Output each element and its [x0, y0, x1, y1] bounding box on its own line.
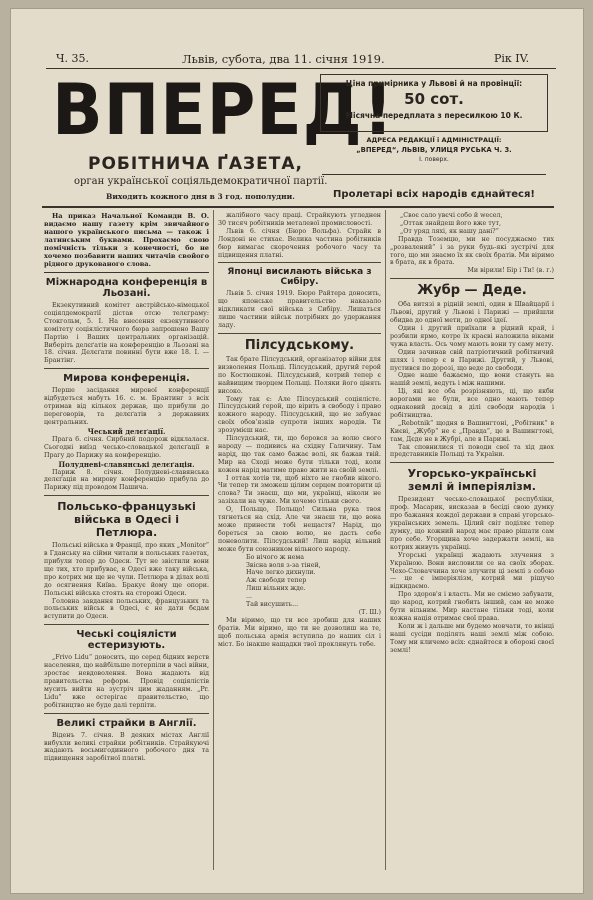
article-zhubr-1: Оба витязі в рідній землі, один в Швайцарії і Львові, другий у Львові і Парижі — прийшли обидва до одної мети, до одної ідеї. — [390, 301, 554, 325]
article-strikes-england: Віденъ 7. січня. В деяких містах Англії вибухли великі страйки робітників. Страйкуючі жадають восьмигодинного робочого дня та підвищення заробітної платні. — [44, 731, 209, 763]
article-strikes-cont: жалібного часу праці. Страйкують угледнен 30 тисяч робітників металевої промисловості. — [218, 212, 381, 227]
article-czech-socialists: „Frivo Lidu“ доносить, що серед бідних верств населення, що найбільше потерпіли в часі війни, зростає невдоволення. Вона жадають від правительства реформ. Провід соціялістів мусить вийти на зустріч цим жаданням. „Pr. Lidu“ вже остерігає правительство, що робітництво не буде далі терпіти. — [44, 654, 209, 709]
headline-pilsudski: Пілсудському. — [244, 337, 355, 353]
article-pilsudski-3: Пілсудський, ти, що боровся за волю свого народу — подивись на східну Галичину. Там нарід, що так само бажає волі, як бажав твій. Мир на Сході може бути тільки тоді, коли кожен нарід матиме право жити на своїй землі. — [218, 435, 381, 474]
article-closing: Ми вірили! Бір і Ти! (в. г.) — [467, 267, 554, 275]
price-intro: Ціна примірника у Львові й на провінції: — [345, 79, 523, 88]
date-line: Львів, субота, два 11. січня 1919. — [182, 52, 385, 66]
headline-lausanne: Міжнародна конференція в Льозані. — [45, 277, 208, 299]
headline-odessa: Польсько-французькі війська в Одесі і Петлюра. — [57, 500, 196, 540]
article-pilsudski-6: Ми віримо, що ти все зробиш для наших братів. Ми віримо, що ти не дозволиш на те, щоб польська армія вступила до наших сіл і міст. Бо інакше нащадки твої проклянуть тебе. — [218, 616, 381, 648]
headline-japan-siberia: Японці висилають війська з Сибіру. — [227, 267, 372, 288]
article-odessa-2: Головна завдання польських, французьких та польських військ в Одесі, є не дати бєдам вступити до Одеси. — [44, 597, 209, 621]
price-value: 50 сот. — [404, 90, 464, 108]
newspaper-page — [10, 8, 584, 894]
article-zhubr-6: „Rebotnik“ щодня в Вашингтоні, „Робітник“ в Києві, „Жубр“ не є „Правда“, це в Вашингтоні, там, Дєде не в Жубрі, але в Парижі. — [390, 419, 554, 443]
article-zhubr-3: Один зачинав свій патріотичний робітничий шлях і тепер є в Парижі. Другий, у Львові, пустився по дорозі, що веде до свободи. — [390, 348, 554, 372]
article-pilsudski-1: Так брате Пілсудський, організатор війни для визволення Польщі. Пілсудський, другий герой по Костюшкові. Пілсудський, котрий тепер є найвищим творцем Польщі. Поляки його цінять високо. — [218, 355, 381, 395]
article-pilsudski-4: І оттак хотів ти, щоб ніхто не гнобив нікого. Чи тепер ти зможеш цілим серцем повторити ці слова? Ти знаєш, що ми, українці, ніколи не зазіхали на чуже. Ми хочемо тільки свого. — [218, 474, 381, 506]
article-zhubr-2: Один і другий приїхали в рідний край, і розбили ярмо, котре їх краєві наложила віками чужа власть. Ось чому мають вони ту саму мету. — [390, 324, 554, 348]
article-strikes-london: Львів 6. січня (Бюро Вольфа). Страйк в Лондоні не стихає. Велика частина робітників бюр вимагає скорочення робочого часу та підвищення платні. — [218, 227, 381, 259]
masthead-title: ВПЕРЕД! — [52, 69, 395, 151]
article-peace-conference: Перше засідання мирової конференції відбудеться мабуть 16. с. м. Брантинг з всіх отримав від кількох держав, що прибули до переговорів, та делєґатів з державних центральних. — [44, 387, 209, 426]
poem-line: „От уряд ляxi, як нашу дані?“ — [400, 227, 499, 235]
headline-peace-conference: Мирова конференція. — [63, 373, 190, 385]
article-continued: Правда Тоземцю, ми не посуджаємо тих „розвалений“ і за руки будь-які зустрічі для того, що ми знаємо їх як своїх братів. Ми віримо в брата, як в брата. — [390, 235, 554, 267]
article-zhubr-5: Ці, які все оба розрізняють, ці, що якби ворогами не були, все одно мають тепер однаковий досвід в ділі свободи народів і робітництва. — [390, 388, 554, 419]
article-odessa-1: Польські війська в Франції, про яких „Monitor“ в Гданську на сійми читали в польських газетах, прибули тепер до Одеси. Тут не звістили вони ще тих, хто прибуває, в Одесі вже таку війська, про котрих ми ще не чули. Петлюра в ділах волі до осягнення Київа. Бракує йому ще опори. Польські війська стоять на сторожі Одеси. — [44, 542, 209, 597]
poem-line: Аж свободи тепер — [246, 577, 307, 585]
article-zhubr-4: Одне наше бажаємо, що вони стануть на нашій землі, ведуть і між нашими. — [390, 372, 554, 388]
headline-czech-socialists: Чеські соціялісти естеризують. — [76, 629, 177, 652]
article-pilsudski-2: Тому так є: Але Пілсудський соціялісте. Пілсудський герой, що вірить в свободу і право кожного народу. Пілсудський, що не забуває своїх обовʼязків супроти інших народів. Ти зрозумієш нас. — [218, 395, 381, 435]
article-japan-siberia: Львів 5. січня 1919. Бюро Райтера доносить, що японське правительство наказало відкликати свої війська з Сибіру. Лишаться лише частини військ потрібних до удержання ладу. — [218, 290, 381, 330]
column-3 — [390, 212, 554, 872]
year-number: Рік IV. — [494, 52, 530, 65]
slogan: Пролетарі всіх народів єднайтеся! — [333, 189, 535, 200]
article-hungarian-4: Коли ж і дальше ми будемо мовчати, то вкінці наші сусіди поділять наші землі між собою. Тому ми кличемо всіх: єднайтеся в обороні своєї землі! — [390, 622, 554, 654]
article-hungarian-3: Про здоров'я і власть. Ми не сміємо забувати, що народ, котрий гнобить інший, сам не може бути вільним. Мир настане тільки тоді, коли кожна нація отримає свої права. — [390, 591, 554, 622]
article-lausanne: Екзекутивний комітет австрійсько-німецької соціялдемократії дістав отсю телєграму: Стокгольм, 5. I. На внесення екзекутивного комітету соціялістичного бюра запрошено Вашу Партію і Ваших центральних організацій. Виберіть делєґатів на конференцію в Льозані на 18. січня. Делєґати повинні бути вже 18. І. — Брантінг. — [44, 302, 209, 365]
poem-line: „Оттак знайдеш його вже тут, — [400, 219, 501, 227]
address-line-2: „ВПЕРЕД“, ЛЬВІВ, УЛИЦЯ РУСЬКА Ч. 3. — [356, 146, 512, 154]
address-line-3: І. поверх. — [419, 156, 449, 163]
article-hungarian-2: Угорські українці жадають злучення з Україною. Вони висловили се на своїх зборах. Чехо-Словаччина хоче злучити ці землі з собою — це є імперіялізм, котрий ми рішучо відкидаємо. — [390, 551, 554, 591]
masthead-subtitle: РОБІТНИЧА ҐАЗЕТА, — [88, 154, 303, 174]
poem-line: „Своє сало увєчі собо й wесел, — [400, 212, 503, 219]
price-box — [320, 74, 548, 132]
poem-line: Бо нічого ж нема — [246, 553, 305, 561]
article-czech-delegation: Прага 6. січня. Сирбний подорож відклалася. Сьогодні виїзд чесько-словацької делєґації в Прагу до Парижу на конференцію. — [44, 435, 209, 459]
issue-number: Ч. 35. — [56, 52, 89, 65]
masthead-organ: орган української соціяльдемократичної партії. — [74, 176, 328, 187]
poem-line: Лиш вільних жде. — [246, 585, 306, 593]
address-line-1: АДРЕСА РЕДАКЦІЇ і АДМІНІСТРАЦІЇ: — [366, 136, 502, 144]
subhead-south-slav: Полудневі-славянські делєґація. — [58, 459, 195, 469]
article-pilsudski-5: О, Польщо, Польщо! Сильна рука твоя тягнеться на схід. Але чи знаєш ти, що вона може принести тобі нещастя? Нарід, що бореться за свою волю, не дасть себе поневолити. Пілсудський! Лиш нарід вільний може бути союзником вільного народу. — [218, 506, 381, 553]
pilsudski-poem — [218, 554, 381, 609]
masthead-frequency: Виходить кожного дня в 3 год. пополудни. — [106, 192, 295, 201]
article-zhubr-7: Так сповнилися ті поводи свої та хід двох представників Польщі та України. — [390, 443, 554, 459]
column3-poem — [390, 212, 554, 236]
subhead-czech: Чеський делєґації. — [87, 426, 166, 436]
poem-line: Наче легко дихнули. — [246, 569, 316, 577]
poem-line: Тай висушить... — [246, 601, 299, 609]
article-south-slav: Париж 8. січня. Полудневі-славянська делєґація на мирову конференцію прибула до Парижу під проводом Пашича. — [44, 468, 209, 492]
poem-signature: (Т. Ш.) — [358, 608, 381, 616]
headline-hungarian-ukrainian: Угорсько-українські землі й імперіялізм. — [407, 467, 537, 494]
headline-strikes-england: Великі страйки в Англії. — [56, 717, 197, 729]
article-hungarian-1: Президент чесько-словацької республіки, проф. Масарик, висказав в бесіді свою думку про бажання кождої держави в справі угорсько-українських земель. Цілий світ поділяє тепер думку, що кожний народ має право рішати сам про себе. Угорщина хоче задержати землі, на котрих живуть українці. — [390, 496, 554, 551]
column-1 — [44, 212, 209, 872]
column-2 — [218, 212, 381, 872]
notice-text: На приказ Начальної Команди В. О. видаємо нашу газету крім звичайного нашого українського письма — також і латинським буквами. Прохаємо свою помічність тільки з конечності, бо не хочемо позбавити наших читачів свойого рідного друкованого слова. — [44, 212, 209, 273]
subscription-price: Місячна передплата з пересилкою 10 К. — [345, 111, 523, 120]
poem-line: ... — [246, 593, 253, 601]
headline-zhubr-dede: Жубр — Деде. — [417, 283, 527, 299]
poem-line: Звісна воля з-за тіней, — [246, 561, 321, 569]
